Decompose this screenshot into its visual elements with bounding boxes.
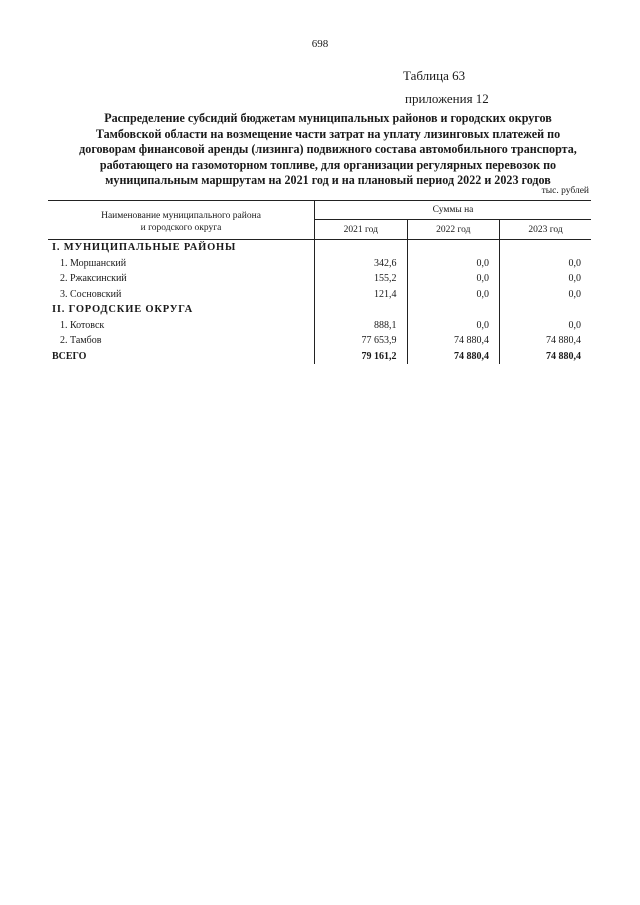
- page-number: 698: [311, 38, 329, 50]
- table-row: [48, 271, 591, 287]
- table-row: [48, 287, 591, 303]
- value-2021: 77 653,9: [315, 333, 408, 349]
- total-2022: 74 880,4: [407, 349, 500, 365]
- value-2023: 74 880,4: [500, 333, 592, 349]
- subsidy-table: [48, 200, 591, 364]
- header-name-line: Наименование муниципального района: [101, 210, 261, 221]
- row-name: 3. Сосновский: [60, 288, 122, 300]
- appendix-caption: приложения 12: [405, 91, 489, 106]
- value-2023: 0,0: [500, 287, 592, 303]
- document-title: [68, 111, 588, 189]
- section-title: I. МУНИЦИПАЛЬНЫЕ РАЙОНЫ: [52, 242, 237, 253]
- title-line: муниципальным маршрутам на 2021 год и на плановый период 2022 и 2023 годов: [105, 173, 551, 187]
- table-caption: Таблица 63: [403, 68, 466, 83]
- value-2022: 74 880,4: [407, 333, 500, 349]
- header-sums: Суммы на: [315, 201, 592, 220]
- title-line: Распределение субсидий бюджетам муниципальных районов и городских округов: [104, 111, 552, 125]
- row-name: 1. Моршанский: [60, 257, 127, 269]
- header-name-line: и городского округа: [140, 222, 222, 233]
- title-line: договорам финансовой аренды (лизинга) подвижного состава автомобильного транспорта,: [79, 142, 577, 156]
- value-2021: 888,1: [315, 318, 408, 334]
- value-2023: 0,0: [500, 271, 592, 287]
- value-2021: 342,6: [315, 256, 408, 272]
- title-line: Тамбовской области на возмещение части затрат на уплату лизинговых платежей по: [95, 126, 561, 141]
- total-2023: 74 880,4: [500, 349, 592, 365]
- table-row: [48, 318, 591, 334]
- value-2022: 0,0: [407, 287, 500, 303]
- header-year-2022: 2022 год: [407, 220, 500, 240]
- value-2022: 0,0: [407, 271, 500, 287]
- section-row-city-districts: [48, 302, 591, 318]
- value-2023: 0,0: [500, 318, 592, 334]
- section-title: II. ГОРОДСКИЕ ОКРУГА: [52, 304, 193, 315]
- table-row: [48, 333, 591, 349]
- header-year-2023: 2023 год: [500, 220, 592, 240]
- value-2023: 0,0: [500, 256, 592, 272]
- value-2021: 121,4: [315, 287, 408, 303]
- value-2021: 155,2: [315, 271, 408, 287]
- table-row: [48, 256, 591, 272]
- header-name: [48, 201, 315, 240]
- total-row: [48, 349, 591, 365]
- value-2022: 0,0: [407, 318, 500, 334]
- row-name: 2. Тамбов: [60, 335, 102, 346]
- total-label: ВСЕГО: [52, 350, 87, 362]
- section-row-districts: [48, 240, 591, 256]
- row-name: 2. Ржаксинский: [60, 273, 127, 284]
- total-2021: 79 161,2: [315, 349, 408, 365]
- header-year-2021: 2021 год: [315, 220, 408, 240]
- row-name: 1. Котовск: [60, 319, 105, 331]
- header-row: [48, 201, 591, 220]
- title-line: работающего на газомоторном топливе, для организации регулярных перевозок по: [99, 157, 557, 172]
- value-2022: 0,0: [407, 256, 500, 272]
- units-label: тыс. рублей: [541, 186, 589, 196]
